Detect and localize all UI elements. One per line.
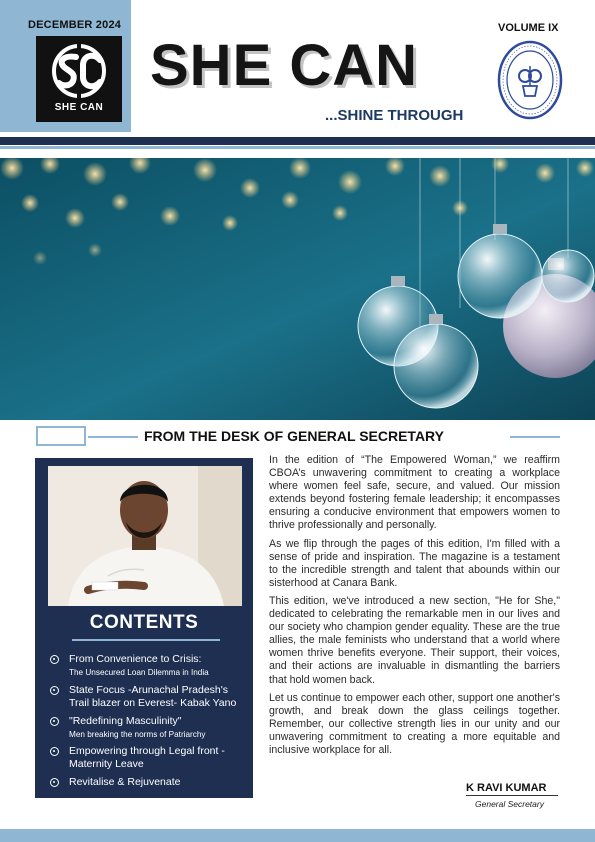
target-bullet-icon (50, 655, 59, 664)
edition-date: DECEMBER 2024 (28, 19, 122, 31)
toc-item-title: From Convenience to Crisis: (69, 653, 202, 665)
christmas-baubles-image (0, 158, 595, 420)
letter-body (269, 454, 560, 762)
target-bullet-icon (50, 686, 59, 695)
toc-item-title: State Focus -Arunachal Pradesh's (69, 684, 229, 696)
contents-title: CONTENTS (89, 612, 199, 633)
toc-item-subtitle: Trail blazer on Everest- Kabak Yano (69, 697, 237, 709)
volume-label: VOLUME IX (498, 22, 559, 34)
masthead-title: SHE CAN (150, 33, 419, 98)
target-bullet-icon (50, 717, 59, 726)
heading-rule-right (510, 436, 560, 438)
contents-underline (72, 639, 220, 641)
letter-paragraph: This edition, we've introduced a new section, "He for She," dedicated to celebrating the remarkable men in our lives and our society who champion gender equality. These are the true allies, the male feminists who understand that a world where women thrive benefits everyone. Their support, their voices, and their actions are invaluable in dismantling the barriers that hold women back. (269, 594, 560, 686)
footer-bar (0, 829, 595, 842)
toc-item-subtitle: Maternity Leave (69, 758, 144, 770)
tagline: ...SHINE THROUGH (325, 107, 464, 124)
header-divider-accent (0, 146, 595, 149)
signature-rule (466, 795, 558, 796)
sc-monogram-icon (36, 42, 122, 100)
target-bullet-icon (50, 747, 59, 756)
letter-paragraph: In the edition of “The Empowered Woman,” we reaffirm CBOA’s unwavering commitment to creating a workplace where women feel safe, secure, and valued. Our mission extends beyond fostering female leadership; it encompasses ensuring a conducive environment that empowers women to thrive professionally and personally. (269, 454, 560, 532)
toc-item-title: Revitalise & Rejuvenate (69, 776, 181, 788)
signature-name: K RAVI KUMAR (466, 782, 547, 794)
section-heading: FROM THE DESK OF GENERAL SECRETARY (144, 428, 444, 444)
toc-item-subtitle: The Unsecured Loan Dilemma in India (69, 668, 209, 677)
heading-rule-left (88, 436, 138, 438)
toc-item-title: "Redefining Masculinity" (69, 715, 182, 727)
header-divider (0, 137, 595, 145)
heading-accent-box (36, 426, 86, 446)
logo-text: SHE CAN (54, 102, 104, 113)
cboa-seal-icon (497, 40, 563, 120)
she-can-logo (36, 36, 122, 122)
general-secretary-photo (48, 466, 242, 606)
toc-item-subtitle: Men breaking the norms of Patriarchy (69, 730, 206, 739)
letter-paragraph: Let us continue to empower each other, support one another's growth, and break down the glass ceilings together. Remember, our collective strength lies in our unity and our unwavering commitment to creating a more equitable and inclusive workplace for all. (269, 691, 560, 756)
toc-item-title: Empowering through Legal front - (69, 745, 225, 757)
letter-paragraph: As we flip through the pages of this edition, I'm filled with a sense of pride and inspiration. The magazine is a testament to the incredible strength and talent that abounds within our sisterhood at Canara Bank. (269, 537, 560, 589)
target-bullet-icon (50, 778, 59, 787)
signature-title: General Secretary (475, 799, 544, 809)
